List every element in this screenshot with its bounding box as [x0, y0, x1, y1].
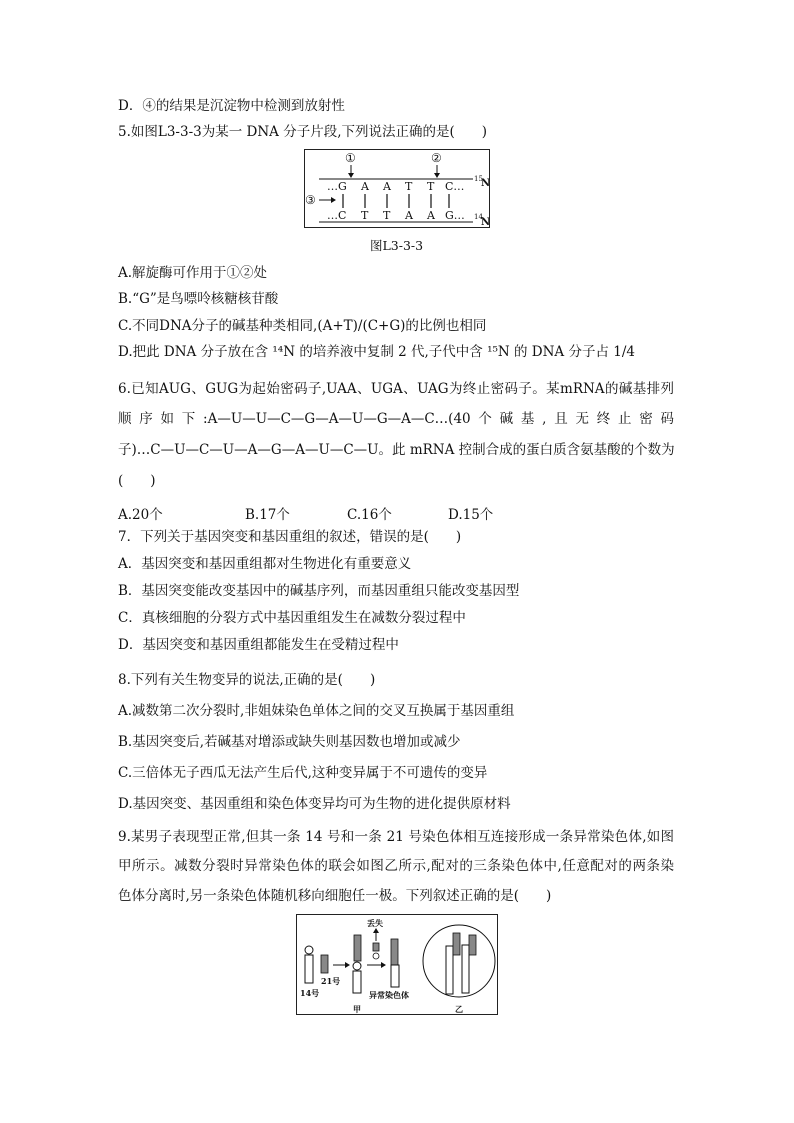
- joined-centromere: [353, 962, 361, 970]
- q6-stem-line-2: 顺序如下:A—U—U—C—G—A—U—G—A—C…(40个碱基,且无终止密码: [118, 411, 674, 427]
- bottom-base-4: A: [405, 209, 413, 222]
- q6-option-b: B.17个: [245, 507, 290, 523]
- q5-stem: 5.如图L3-3-3为某一 DNA 分子片段,下列说法正确的是( ): [118, 124, 488, 140]
- arrow-2-head: [434, 173, 440, 178]
- q6-option-d: D.15个: [448, 507, 494, 523]
- chr14-label: 14号: [300, 988, 320, 998]
- abnormal-label: 异常染色体: [369, 990, 409, 1000]
- fuse-arrow-head: [381, 962, 386, 968]
- bottom-base-6: G…: [445, 209, 465, 222]
- abnormal-chr-bottom: [391, 965, 399, 987]
- cell-chr14: [462, 945, 469, 993]
- lost-arrow-head: [373, 928, 379, 933]
- q5-option-d: D.把此 DNA 分子放在含 ¹⁴N 的培养液中复制 2 代,子代中含 ¹⁵N 的 DNA 分子占 1/4: [118, 344, 635, 360]
- dna-figure: [304, 149, 490, 228]
- q8-option-b: B.基因突变后,若碱基对增添或缺失则基因数也增加或减少: [118, 734, 461, 750]
- q7-option-b: B．基因突变能改变基因中的碱基序列，而基因重组只能改变基因型: [118, 583, 520, 599]
- q9-stem-line-3: 色体分离时,另一条染色体随机移向细胞任一极。下列叙述正确的是( ): [118, 888, 552, 904]
- q6-option-c: C.16个: [347, 507, 392, 523]
- arrow-3-head: [331, 197, 336, 203]
- q8-option-c: C.三倍体无子西瓜无法产生后代,这种变异属于不可遗传的变异: [118, 765, 488, 781]
- top-base-5: T: [427, 180, 435, 193]
- q4-option-d: D．④的结果是沉淀物中检测到放射性: [118, 98, 345, 114]
- marker-1: ①: [345, 151, 356, 165]
- chromosome-figure: [296, 914, 498, 1015]
- q8-option-d: D.基因突变、基因重组和染色体变异均可为生物的进化提供原材料: [118, 796, 511, 812]
- q5-figure-caption: 图L3-3-3: [370, 238, 424, 253]
- cell-abnormal-chr-grey: [453, 933, 460, 955]
- top-base-6: C…: [445, 180, 465, 193]
- chr21-body: [321, 955, 328, 973]
- marker-2: ②: [431, 151, 442, 165]
- q9-stem-line-1: 9.某男子表现型正常,但其一条 14 号和一条 21 号染色体相互连接形成一条异常染色体,如图: [118, 829, 674, 845]
- bottom-base-1: …C: [327, 209, 347, 222]
- joined-chr14: [353, 971, 361, 993]
- q9-stem-line-2: 甲所示。减数分裂时异常染色体的联会如图乙所示,配对的三条染色体中,任意配对的两条染: [118, 858, 674, 874]
- abnormal-chr-top: [391, 939, 398, 965]
- cell-chr21: [469, 935, 476, 955]
- dna-diagram: [305, 150, 489, 227]
- q6-stem-line-3: 子)…C—U—C—U—A—G—A—U—C—U。此 mRNA 控制合成的蛋白质含氨基酸的个数为: [118, 442, 675, 458]
- q6-stem-line-4: ( ): [118, 473, 156, 489]
- bottom-base-3: T: [383, 209, 391, 222]
- panel-b-label: 乙: [455, 1004, 463, 1014]
- q6-option-a: A.20个: [118, 507, 163, 523]
- top-base-4: T: [405, 180, 413, 193]
- label-15-sup: 15: [474, 175, 483, 183]
- q7-option-c: C．真核细胞的分裂方式中基因重组发生在减数分裂过程中: [118, 610, 466, 626]
- joined-chr21: [354, 935, 361, 961]
- chr14-centromere: [305, 946, 313, 954]
- chromosome-diagram: [297, 915, 497, 1014]
- marker-3: ③: [305, 193, 316, 207]
- q7-option-d: D．基因突变和基因重组都能发生在受精过程中: [118, 637, 399, 653]
- top-base-3: A: [383, 180, 391, 193]
- q8-stem: 8.下列有关生物变异的说法,正确的是( ): [118, 672, 376, 688]
- lost-label: 丢失: [367, 918, 383, 928]
- q6-stem-line-1: 6.已知AUG、GUG为起始密码子,UAA、UGA、UAG为终止密码子。某mRNA的碱基排列: [118, 381, 674, 397]
- label-14n: N: [481, 217, 491, 228]
- label-14-sup: 14: [474, 213, 483, 221]
- bottom-base-5: A: [427, 209, 435, 222]
- bottom-base-2: T: [361, 209, 369, 222]
- panel-a-label: 甲: [353, 1004, 361, 1014]
- q5-option-a: A.解旋酶可作用于①②处: [118, 265, 268, 281]
- label-15n: N: [481, 178, 491, 189]
- q5-option-c: C.不同DNA分子的碱基种类相同,(A+T)/(C+G)的比例也相同: [118, 318, 487, 334]
- lost-fragment: [373, 943, 379, 951]
- q7-option-a: A．基因突变和基因重组都对生物进化有重要意义: [118, 556, 412, 572]
- top-base-1: …G: [327, 180, 347, 193]
- q5-option-b: B.“G”是鸟嘌呤核糖核苷酸: [118, 291, 279, 307]
- q7-stem: 7．下列关于基因突变和基因重组的叙述，错误的是( ): [118, 529, 462, 545]
- arrow-1-head: [348, 173, 354, 178]
- chr21-label: 21号: [321, 976, 341, 986]
- join-arrow-head: [345, 962, 350, 968]
- chr14-body: [305, 955, 313, 983]
- lost-fragment-centromere: [373, 953, 379, 959]
- top-base-2: A: [361, 180, 369, 193]
- q8-option-a: A.减数第二次分裂时,非姐妹染色单体之间的交叉互换属于基因重组: [118, 703, 515, 719]
- cell-abnormal-chr-white: [446, 946, 453, 994]
